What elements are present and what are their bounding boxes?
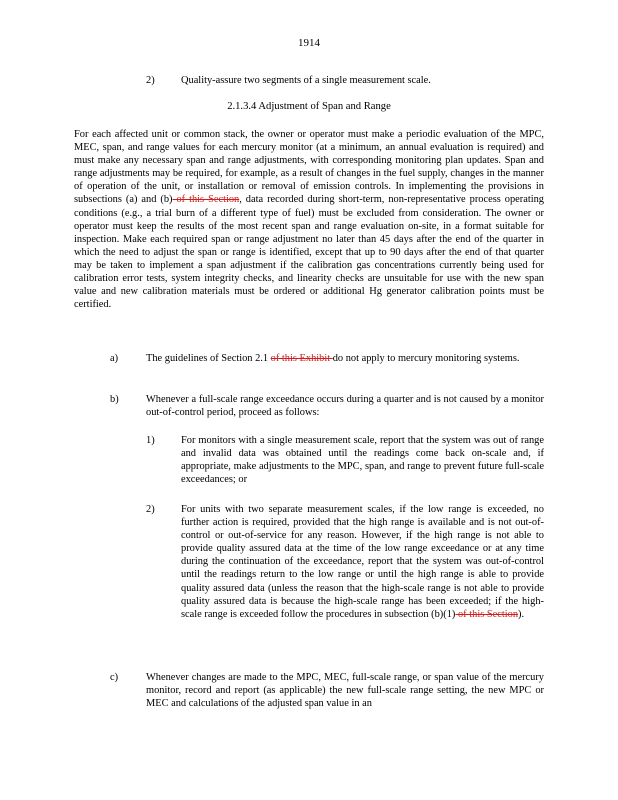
item-a-label: a) [110,353,119,364]
intro-paragraph [74,128,544,311]
intro-text-after: , data recorded during short-term, non-representative process operating conditions (e.g., a trial burn of a different type of fuel) must be excluded from consideration. The owner or operator must keep the results of the most recent span and range evaluation on-site, in a format suitable for inspection. Make each required span or range adjustment no later than 45 days after the end of the quarter in which the need to adjust the span or range is identified, except that up to 90 days after the end of that quarter may be taken to implement a span adjustment if the calibration gas concentrations currently being used for calibration error tests, system integrity checks, and linearity checks are unsuitable for use with the new span value and new calibration materials must be ordered or additional Hg generator calibration points must be certified. [74,194,544,311]
item-2-label: 2) [146,75,155,86]
item-b2-before: For units with two separate measurement scales, if the low range is exceeded, no further action is required, provided that the high range is available and is not out-of-control or out-of-service for any reason. However, if the high range is not able to provide quality assured data at the time of the low range exceedance or at any time during the continuation of the exceedance, report that the system was out-of-control until the readings return to the low range or until the high range is able to provide quality assured data (unless the reason that the high-scale range is not able to provide quality assured data is because the high-scale range has been exceeded; if the high-scale range is exceeded follow the procedures in subsection (b)(1) [181,504,544,620]
item-a-after: do not apply to mercury monitoring systems. [332,353,520,364]
item-a-strikethrough: of this Exhibit [270,353,333,364]
intro-text-before: For each affected unit or common stack, the owner or operator must make a periodic evaluation of the MPC, MEC, span, and range values for each mercury monitor (at a minimum, an annual evaluation is required) and must make any necessary span and range adjustments, with corresponding monitoring plan updates. Span and range adjustments may be required, for example, as a result of changes in the fuel supply, changes in the manner of operation of the unit, or installation or removal of emission controls. In implementing the provisions in subsections (a) and (b) [74,129,544,206]
item-b-label: b) [110,394,119,405]
item-b2-text [181,503,544,621]
item-a-text [146,352,544,365]
item-b1-label: 1) [146,435,155,446]
intro-strikethrough: of this Section [172,194,240,206]
item-b2-after: ). [518,608,525,620]
item-a-before: The guidelines of Section 2.1 [146,353,271,364]
item-b2-strikethrough: of this Section [455,608,519,620]
item-c-text: Whenever changes are made to the MPC, MEC, full-scale range, or span value of the mercury monitor, record and report (as applicable) the new full-scale range setting, the new MPC or MEC and calculations of the adjusted span value in an [146,672,544,710]
item-c-label: c) [110,672,119,683]
item-2-text: Quality-assure two segments of a single measurement scale. [181,75,431,86]
item-b2-label: 2) [146,504,155,515]
section-heading: 2.1.3.4 Adjustment of Span and Range [227,101,391,112]
page-number: 1914 [298,37,320,49]
item-b1-text: For monitors with a single measurement scale, report that the system was out of range and invalid data was obtained until the readings come back on-scale and, if appropriate, make adjustments to the MPC, span, and range to prevent future full-scale exceedances; or [181,435,544,486]
item-b-text: Whenever a full-scale range exceedance occurs during a quarter and is not caused by a monitor out-of-control period, proceed as follows: [146,394,544,419]
